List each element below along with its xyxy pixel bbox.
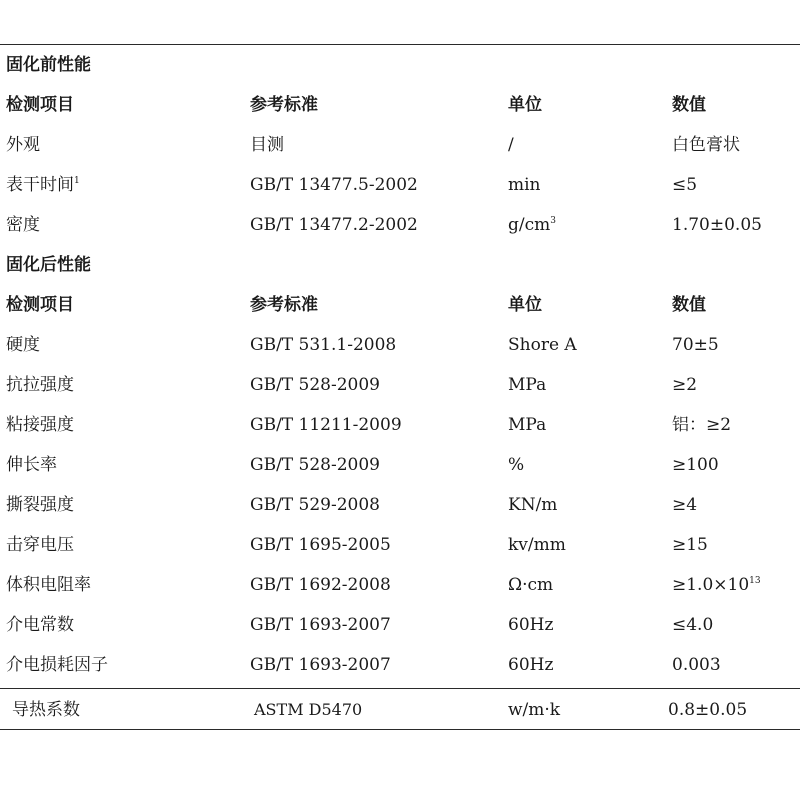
- item-cell: 伸长率: [6, 455, 57, 475]
- unit-cell: %: [508, 455, 525, 475]
- table-row: [0, 525, 800, 565]
- header-unit: 单位: [508, 95, 542, 115]
- item-cell: 体积电阻率: [6, 575, 91, 595]
- unit-text: g/cm: [508, 215, 551, 235]
- header-value: 数值: [672, 95, 706, 115]
- table-row: [0, 605, 800, 645]
- header-row-before: [0, 85, 800, 125]
- item-cell: 粘接强度: [6, 415, 74, 435]
- table-row: [0, 445, 800, 485]
- standard-cell: GB/T 1692-2008: [250, 575, 391, 595]
- unit-cell: min: [508, 175, 541, 195]
- section-title: 固化前性能: [6, 55, 91, 75]
- value-cell: ≤5: [672, 175, 698, 195]
- item-cell: 外观: [6, 135, 40, 155]
- value-cell: ≥2: [672, 375, 698, 395]
- table-row: [0, 565, 800, 605]
- table-row: [0, 325, 800, 365]
- standard-cell: GB/T 1695-2005: [250, 535, 391, 555]
- unit-cell: MPa: [508, 415, 547, 435]
- value-cell: 0.8±0.05: [668, 700, 748, 720]
- value-cell: ≥4: [672, 495, 698, 515]
- header-value: 数值: [672, 295, 706, 315]
- unit-cell: kv/mm: [508, 535, 566, 555]
- unit-cell: Shore A: [508, 335, 577, 355]
- unit-cell: KN/m: [508, 495, 558, 515]
- table-row: [0, 205, 800, 245]
- header-item: 检测项目: [6, 95, 74, 115]
- header-unit: 单位: [508, 295, 542, 315]
- value-cell: ≥15: [672, 535, 708, 555]
- table-row: [0, 485, 800, 525]
- item-cell: 击穿电压: [6, 535, 74, 555]
- value-text: ≥1.0×10: [672, 575, 750, 595]
- standard-cell: GB/T 13477.2-2002: [250, 215, 418, 235]
- table-row-thermal: [0, 690, 800, 730]
- item-cell: [6, 165, 80, 205]
- standard-cell: GB/T 13477.5-2002: [250, 175, 418, 195]
- value-cell: 70±5: [672, 335, 719, 355]
- header-item: 检测项目: [6, 295, 74, 315]
- table-row: [0, 125, 800, 165]
- standard-cell: GB/T 528-2009: [250, 375, 380, 395]
- item-cell: 介电常数: [6, 615, 74, 635]
- unit-cell: 60Hz: [508, 655, 554, 675]
- section-title: 固化后性能: [6, 255, 91, 275]
- item-text: 表干时间: [6, 175, 74, 195]
- standard-cell: 目测: [250, 135, 284, 155]
- value-cell: ≤4.0: [672, 615, 714, 635]
- unit-cell: 60Hz: [508, 615, 554, 635]
- value-cell: 白色膏状: [672, 135, 740, 155]
- section-title-after: [0, 245, 800, 285]
- standard-cell: GB/T 529-2008: [250, 495, 380, 515]
- header-row-after: [0, 285, 800, 325]
- unit-cell: w/m·k: [508, 700, 561, 720]
- unit-cell: [508, 205, 556, 245]
- table-row: [0, 405, 800, 445]
- value-cell: ≥100: [672, 455, 719, 475]
- header-standard: 参考标准: [250, 95, 318, 115]
- value-cell: 铝：≥2: [672, 415, 732, 435]
- footnote-mark: 1: [74, 176, 80, 186]
- unit-cell: /: [508, 135, 514, 155]
- standard-cell: ASTM D5470: [254, 700, 363, 719]
- table-row: [0, 365, 800, 405]
- section-title-before: [0, 45, 800, 85]
- item-cell: 硬度: [6, 335, 40, 355]
- bottom-rule: [0, 729, 800, 730]
- item-cell: 介电损耗因子: [6, 655, 108, 675]
- unit-superscript: 3: [550, 216, 556, 226]
- table-row: [0, 645, 800, 685]
- standard-cell: GB/T 531.1-2008: [250, 335, 397, 355]
- table-row: [0, 165, 800, 205]
- standard-cell: GB/T 528-2009: [250, 455, 380, 475]
- header-standard: 参考标准: [250, 295, 318, 315]
- value-cell: [672, 565, 761, 605]
- exponent: 13: [749, 576, 761, 586]
- item-cell: 导热系数: [12, 700, 80, 720]
- item-cell: 抗拉强度: [6, 375, 74, 395]
- unit-cell: MPa: [508, 375, 547, 395]
- item-cell: 撕裂强度: [6, 495, 74, 515]
- standard-cell: GB/T 11211-2009: [250, 415, 402, 435]
- item-cell: 密度: [6, 215, 40, 235]
- standard-cell: GB/T 1693-2007: [250, 615, 391, 635]
- value-cell: 0.003: [672, 655, 721, 675]
- unit-cell: Ω·cm: [508, 575, 554, 595]
- standard-cell: GB/T 1693-2007: [250, 655, 391, 675]
- value-cell: 1.70±0.05: [672, 215, 762, 235]
- divider-rule: [0, 688, 800, 689]
